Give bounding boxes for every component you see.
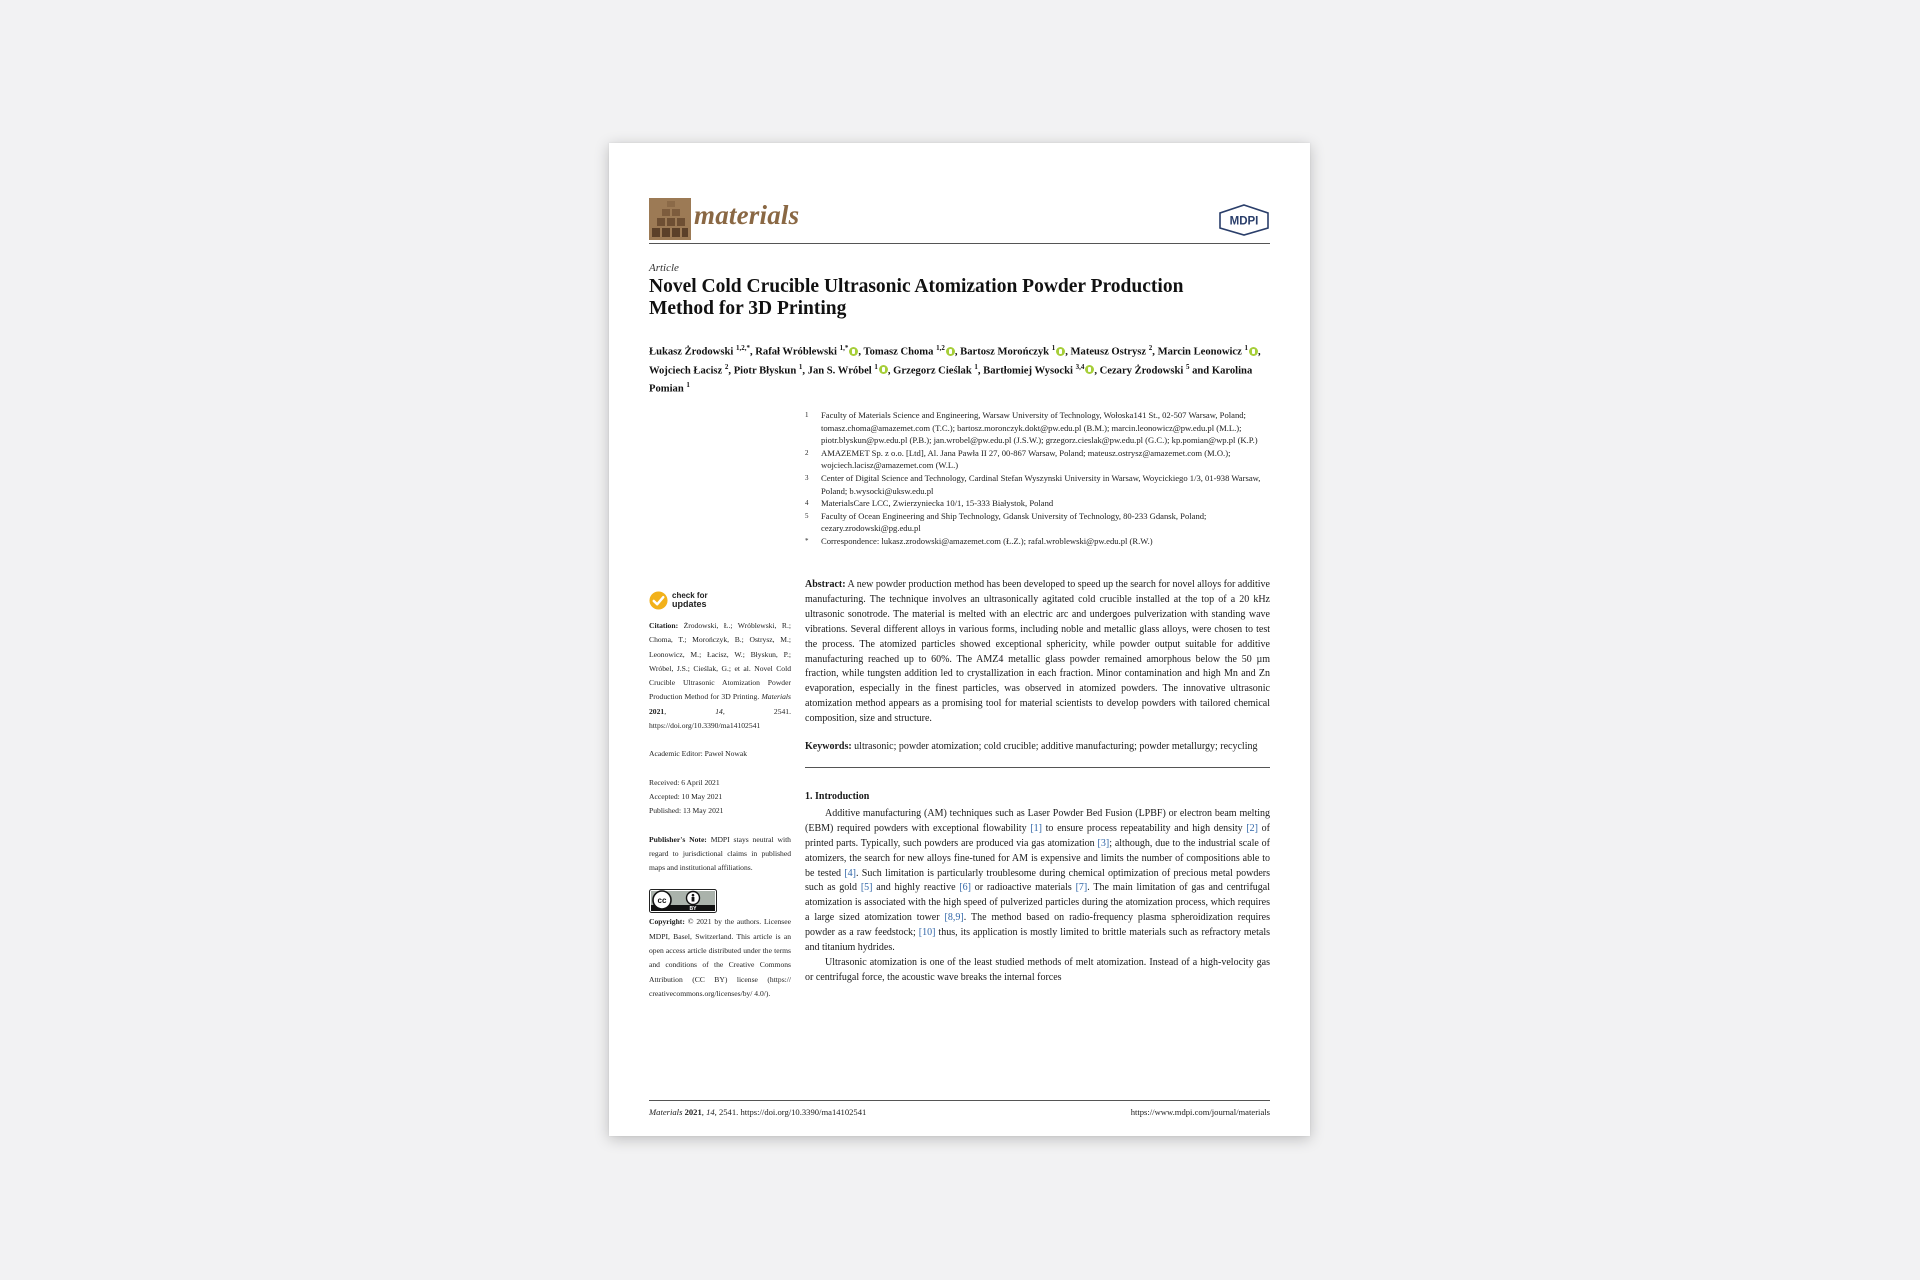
citation-label: Citation:	[649, 621, 679, 630]
citation-reference-link[interactable]: [6]	[959, 882, 971, 894]
author-affiliation-marker: 5	[1185, 362, 1190, 371]
author-name: Rafał Wróblewski	[755, 346, 840, 358]
orcid-icon[interactable]	[1056, 347, 1065, 356]
orcid-icon[interactable]	[946, 347, 955, 356]
author-affiliation-marker: 1	[974, 362, 978, 371]
author-affiliation-marker: 1,2	[936, 344, 945, 352]
orcid-icon[interactable]	[1249, 347, 1258, 356]
copyright-label: Copyright:	[649, 917, 685, 927]
citation-block: Citation: Żrodowski, Ł.; Wróblewski, R.; Choma, T.; Morończyk, B.; Ostrysz, M.; Leonowicz, M.; Łacisz, W.; Błyskun, P.; Wróbel, J.S.; Cieślak, G.; et al. Novel Cold Crucible Ultrasonic Atomization Powder Production Method for 3D Printing. Materials 2021, 14, 2541. https://doi.org/10.3390/ma14102541	[649, 621, 791, 731]
affiliation-text: Correspondence: lukasz.zrodowski@amazemet.com (Ł.Z.); rafal.wroblewski@pw.edu.pl (R.W.)	[821, 535, 1153, 546]
citation-volume: 14	[715, 706, 723, 716]
footer-volume: 14	[706, 1107, 715, 1117]
author-name: Jan S. Wróbel	[807, 365, 875, 377]
author-name: Piotr Błyskun	[733, 365, 799, 377]
copyright-text: © 2021 by the authors. Licensee MDPI, Basel, Switzerland. This article is an open access article distributed under the terms and conditions of the Creative Commons Attribution (CC BY) license (https:// creativecommons.org/licenses/by/ 4.0/).	[649, 917, 791, 998]
author-name: Cezary Żrodowski	[1099, 365, 1186, 377]
affiliation-text: Faculty of Materials Science and Engineering, Warsaw University of Technology, Wołoska141 St., 02-507 Warsaw, Poland; tomasz.choma@amazemet.com (T.C.); bartosz.moronczyk.dokt@pw.edu.pl (B.M.); marcin.leonowicz@pw.edu.pl (M.L.); piotr.blyskun@pw.edu.pl (P.B.); jan.wrobel@pw.edu.pl (J.S.W.); grzegorz.cieslak@pw.edu.pl (G.C.); kp.pomian@wp.pl (K.P.)	[821, 410, 1258, 446]
intro-paragraph-2: Ultrasonic atomization is one of the least studied methods of melt atomization. Instead of a high-velocity gas or centrifugal force, the acoustic wave breaks the internal forces	[805, 956, 1270, 983]
citation-doi[interactable]: , 2541. https://doi.org/10.3390/ma14102541	[649, 706, 791, 731]
affiliation-number: 5	[805, 511, 809, 520]
cc-badge-label: BY	[689, 906, 697, 913]
author-affiliation-marker: 2	[724, 362, 729, 371]
keywords-text: ultrasonic; powder atomization; cold crucible; additive manufacturing; powder metallurgy; recycling	[854, 741, 1258, 753]
check-for-updates-badge[interactable]	[649, 589, 739, 611]
author-affiliation-marker: 1	[1244, 344, 1248, 352]
accepted-date: Accepted: 10 May 2021	[649, 791, 723, 801]
citation-reference-link[interactable]: [7]	[1075, 882, 1088, 894]
author-affiliation-marker: 2	[1148, 344, 1153, 352]
footer-divider	[649, 1100, 1270, 1101]
author-affiliation-marker: 1	[874, 362, 878, 371]
affiliation-text: Faculty of Ocean Engineering and Ship Technology, Gdansk University of Technology, 80-233 Gdansk, Poland; cezary.zrodowski@pg.edu.pl	[821, 510, 1207, 534]
footer-journal: Materials	[649, 1107, 683, 1117]
citation-reference-link[interactable]: [5]	[860, 882, 873, 894]
affiliation-item	[805, 472, 1270, 497]
orcid-icon[interactable]	[849, 347, 858, 356]
affiliation-number: 2	[805, 448, 809, 457]
author-affiliation-marker: 1	[798, 362, 803, 371]
article-sidebar	[649, 619, 791, 1001]
citation-reference-link[interactable]: [1]	[1030, 822, 1042, 834]
check-updates-line1: check for	[672, 591, 708, 600]
affiliation-item	[805, 535, 1270, 548]
affiliation-item	[805, 447, 1270, 472]
authors-conjunction: and	[1189, 365, 1212, 377]
journal-logo-icon	[649, 198, 691, 240]
abstract-divider	[805, 767, 1270, 768]
check-updates-line2: updates	[672, 599, 707, 609]
academic-editor: Academic Editor: Paweł Nowak	[649, 749, 748, 759]
affiliation-item	[805, 510, 1270, 535]
footer-journal-url[interactable]: https://www.mdpi.com/journal/materials	[1130, 1107, 1270, 1117]
affiliation-item	[805, 409, 1270, 447]
citation-reference-link[interactable]: [2]	[1246, 822, 1258, 834]
affiliations	[805, 409, 1270, 548]
cc-by-license-icon[interactable]	[649, 889, 717, 913]
affiliation-number: 3	[805, 473, 809, 482]
journal-header	[649, 198, 1270, 230]
affiliation-text: Center of Digital Science and Technology, Cardinal Stefan Wyszynski University in Warsaw, Woycickiego 1/3, 01-938 Warsaw, Poland; b.wysocki@uksw.edu.pl	[821, 472, 1261, 496]
author-list: Łukasz Żrodowski $^{1,2,*}$, Rafał Wróblewski $^{1,*}$ , Tomasz Choma $^{1,2}$ , Bartosz Morończyk $^1$ , Mateusz Ostrysz $^2$, Marcin Leonowicz $^1$ , Wojciech Łacisz $^2$, Piotr Błyskun $^1$, Jan S. Wróbel $^1$ , Grzegorz Cieślak $^1$, Bartłomiej Wysocki $^{3,4}$ , Cezary Żrodowski $^5$ and Karolina Pomian $^1$	[649, 344, 1261, 395]
author-name: Karolina Pomian	[649, 365, 1253, 395]
author-affiliation-marker: 3,4	[1075, 362, 1085, 371]
article-title: Novel Cold Crucible Ultrasonic Atomization Powder Production Method for 3D Printing	[649, 276, 1184, 319]
header-divider	[649, 243, 1270, 244]
published-date: Published: 13 May 2021	[649, 806, 724, 816]
mdpi-logo	[1218, 204, 1270, 236]
author-name: Łukasz Żrodowski	[649, 346, 736, 358]
citation-reference-link[interactable]: [10]	[918, 927, 936, 939]
author-name: Bartosz Morończyk	[960, 346, 1052, 358]
orcid-icon[interactable]	[879, 365, 888, 374]
author-affiliation-marker: 1,*	[839, 344, 849, 352]
footer-citation: Materials 2021, 14, 2541. https://doi.org/10.3390/ma14102541	[649, 1107, 867, 1117]
affiliation-item	[805, 497, 1270, 510]
affiliation-number: *	[805, 536, 809, 545]
affiliation-text: AMAZEMET Sp. z o.o. [Ltd], Al. Jana Pawła II 27, 00-867 Warsaw, Poland; mateusz.ostrysz@amazemet.com (M.O.); wojciech.lacisz@amazemet.com (W.L.)	[821, 447, 1231, 471]
publishers-note-label: Publisher's Note:	[649, 834, 707, 844]
author-name: Grzegorz Cieślak	[893, 365, 975, 377]
svg-text:cc: cc	[657, 896, 667, 906]
author-name: Marcin Leonowicz	[1157, 346, 1245, 358]
citation-journal: Materials	[761, 692, 791, 702]
check-updates-icon	[649, 591, 668, 610]
main-content	[805, 578, 1270, 986]
mdpi-logo-text: MDPI	[1229, 215, 1259, 228]
author-name: Tomasz Choma	[863, 346, 937, 358]
article-type: Article	[649, 262, 679, 274]
orcid-icon[interactable]	[1085, 365, 1094, 374]
citation-reference-link[interactable]: [8,9]	[944, 912, 964, 924]
abstract	[805, 578, 1270, 727]
citation-reference-link[interactable]: [3]	[1097, 837, 1110, 849]
abstract-text: A new powder production method has been developed to speed up the search for novel alloys for additive manufacturing. The technique involves an ultrasonically agitated cold crucible installed at the top of a 20 kHz ultrasonic sonotrode. The material is melted with an electric arc and undergoes pulverization with standing wave vibrations. Several different alloys in various forms, including noble and metallic glass alloys, were chosen to test the process. The atomized particles showed exceptional sphericity, while powder output suitable for additive manufacturing reached up to 60%. The AMZ4 metallic glass powder remained amorphous below the 50 µm fraction, while tungsten addition led to crystallization in each fraction. Minor contamination and high Mn and Zn evaporation, especially in the finest particles, was observed in atomized powders. The innovative ultrasonic atomization method appears as a promising tool for material scientists to develop powders with tailored chemical composition, size and structure.	[805, 579, 1270, 725]
author-affiliation-marker: 1	[1051, 344, 1056, 352]
check-updates-text	[672, 591, 708, 609]
journal-name: materials	[694, 200, 800, 230]
author-name: Wojciech Łacisz	[649, 365, 725, 377]
affiliation-number: 1	[805, 411, 809, 419]
publishers-note-text: MDPI stays neutral with regard to jurisdictional claims in published maps and institutional affiliations.	[649, 834, 791, 873]
footer-year: 2021	[684, 1107, 702, 1117]
paper-page	[609, 143, 1310, 1136]
author-name: Mateusz Ostrysz	[1070, 346, 1149, 358]
author-name: Bartłomiej Wysocki	[983, 365, 1076, 377]
abstract-label: Abstract:	[805, 579, 846, 590]
keywords	[805, 740, 1270, 755]
footer-doi[interactable]: , 2541. https://doi.org/10.3390/ma14102541	[714, 1107, 867, 1117]
affiliation-number: 4	[805, 499, 809, 508]
author-affiliation-marker: 1,2,*	[735, 344, 750, 352]
received-date: Received: 6 April 2021	[649, 777, 720, 787]
publishers-note	[649, 833, 791, 876]
citation-text: Żrodowski, Ł.; Wróblewski, R.; Choma, T.; Morończyk, B.; Ostrysz, M.; Leonowicz, M.; Łacisz, W.; Błyskun, P.; Wróbel, J.S.; Cieślak, G.; et al. Novel Cold Crucible Ultrasonic Atomization Powder Production Method for 3D Printing.	[649, 621, 791, 702]
intro-paragraph-1: Additive manufacturing (AM) techniques such as Laser Powder Bed Fusion (LPBF) or electron beam melting (EBM) required powders with exceptional flowability [1] to ensure process repeatability and high density [2] of printed parts. Typically, such powders are produced via gas atomization [3]; although, due to the industrial scale of atomizers, the search for new alloys fine-tuned for AM is expensive and limits the number of compositions able to be tested [4]. Such limitation is particularly troublesome during chemical optimization of precious metal powders such as gold [5] and highly reactive [6] or radioactive materials [7]. The main limitation of gas and centrifugal atomization is associated with the high speed of pulverized particles during the atomization process, which requires a large sized atomization tower [8,9]. The method based on radio-frequency plasma spheroidization requires powder as a raw feedstock; [10] thus, its application is mostly limited to brittle materials such as refractory metals and titanium hydrides.	[805, 807, 1271, 954]
citation-year: 2021	[649, 706, 665, 716]
copyright-block	[649, 915, 791, 1001]
section-heading-introduction: 1. Introduction	[805, 790, 870, 802]
author-affiliation-marker: 1	[686, 381, 690, 390]
citation-reference-link[interactable]: [4]	[844, 867, 856, 879]
keywords-label: Keywords:	[805, 741, 852, 753]
affiliation-text: MaterialsCare LCC, Zwierzyniecka 10/1, 15-333 Białystok, Poland	[821, 498, 1054, 509]
